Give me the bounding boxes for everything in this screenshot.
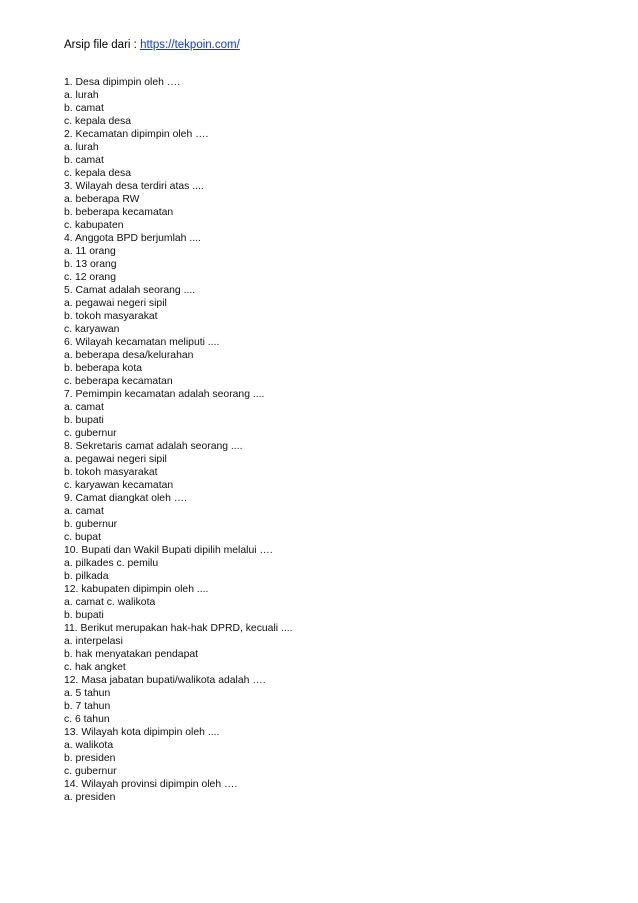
question-text: 8. Sekretaris camat adalah seorang .... bbox=[64, 441, 243, 452]
answer-option: a. lurah bbox=[64, 90, 99, 101]
answer-option: b. presiden bbox=[64, 753, 116, 764]
question-text: 6. Wilayah kecamatan meliputi .... bbox=[64, 337, 220, 348]
archive-header bbox=[64, 38, 240, 52]
answer-option: a. camat bbox=[64, 402, 104, 413]
answer-option: b. camat bbox=[64, 103, 104, 114]
question-text: 9. Camat diangkat oleh …. bbox=[64, 493, 188, 504]
question-text: 3. Wilayah desa terdiri atas .... bbox=[64, 181, 204, 192]
answer-option: c. kabupaten bbox=[64, 220, 124, 231]
answer-option: a. walikota bbox=[64, 740, 114, 751]
answer-option: c. gubernur bbox=[64, 766, 117, 777]
question-text: 5. Camat adalah seorang .... bbox=[64, 285, 196, 296]
question-text: 12. kabupaten dipimpin oleh .... bbox=[64, 584, 209, 595]
answer-option: b. bupati bbox=[64, 415, 104, 426]
question-text: 7. Pemimpin kecamatan adalah seorang .... bbox=[64, 389, 265, 400]
question-text: 2. Kecamatan dipimpin oleh …. bbox=[64, 129, 209, 140]
question-text: 13. Wilayah kota dipimpin oleh .... bbox=[64, 727, 220, 738]
answer-option: b. camat bbox=[64, 155, 104, 166]
question-text: 12. Masa jabatan bupati/walikota adalah …. bbox=[64, 675, 266, 686]
archive-label: Arsip file dari : bbox=[64, 39, 141, 51]
source-link[interactable]: https://tekpoin.com/ bbox=[140, 39, 240, 51]
answer-option: a. presiden bbox=[64, 792, 116, 803]
answer-option: c. 12 orang bbox=[64, 272, 116, 283]
answer-option: b. pilkada bbox=[64, 571, 109, 582]
answer-option: b. 7 tahun bbox=[64, 701, 111, 712]
answer-option: c. kepala desa bbox=[64, 168, 132, 179]
question-text: 11. Berikut merupakan hak-hak DPRD, kecuali .... bbox=[64, 623, 293, 634]
answer-option: c. hak angket bbox=[64, 662, 126, 673]
question-text: 14. Wilayah provinsi dipimpin oleh …. bbox=[64, 779, 238, 790]
answer-option: c. kepala desa bbox=[64, 116, 132, 127]
answer-option: b. bupati bbox=[64, 610, 104, 621]
answer-option: a. camat c. walikota bbox=[64, 597, 156, 608]
answer-option: a. lurah bbox=[64, 142, 99, 153]
answer-option: c. karyawan bbox=[64, 324, 120, 335]
answer-option: c. beberapa kecamatan bbox=[64, 376, 173, 387]
answer-option: b. hak menyatakan pendapat bbox=[64, 649, 199, 660]
answer-option: a. pegawai negeri sipil bbox=[64, 454, 167, 465]
answer-option: b. beberapa kecamatan bbox=[64, 207, 174, 218]
answer-option: a. pegawai negeri sipil bbox=[64, 298, 167, 309]
question-text: 10. Bupati dan Wakil Bupati dipilih melalui …. bbox=[64, 545, 273, 556]
answer-option: b. 13 orang bbox=[64, 259, 117, 270]
answer-option: c. bupat bbox=[64, 532, 101, 543]
answer-option: c. 6 tahun bbox=[64, 714, 110, 725]
answer-option: a. 5 tahun bbox=[64, 688, 111, 699]
question-text: 1. Desa dipimpin oleh …. bbox=[64, 77, 181, 88]
answer-option: b. tokoh masyarakat bbox=[64, 467, 158, 478]
answer-option: c. gubernur bbox=[64, 428, 117, 439]
answer-option: c. karyawan kecamatan bbox=[64, 480, 174, 491]
answer-option: a. beberapa RW bbox=[64, 194, 140, 205]
answer-option: a. 11 orang bbox=[64, 246, 116, 257]
question-list bbox=[64, 76, 293, 804]
answer-option: a. pilkades c. pemilu bbox=[64, 558, 159, 569]
answer-option: a. camat bbox=[64, 506, 104, 517]
answer-option: b. tokoh masyarakat bbox=[64, 311, 158, 322]
question-text: 4. Anggota BPD berjumlah .... bbox=[64, 233, 201, 244]
answer-option: b. beberapa kota bbox=[64, 363, 142, 374]
answer-option: b. gubernur bbox=[64, 519, 118, 530]
answer-option: a. interpelasi bbox=[64, 636, 123, 647]
answer-option: a. beberapa desa/kelurahan bbox=[64, 350, 194, 361]
